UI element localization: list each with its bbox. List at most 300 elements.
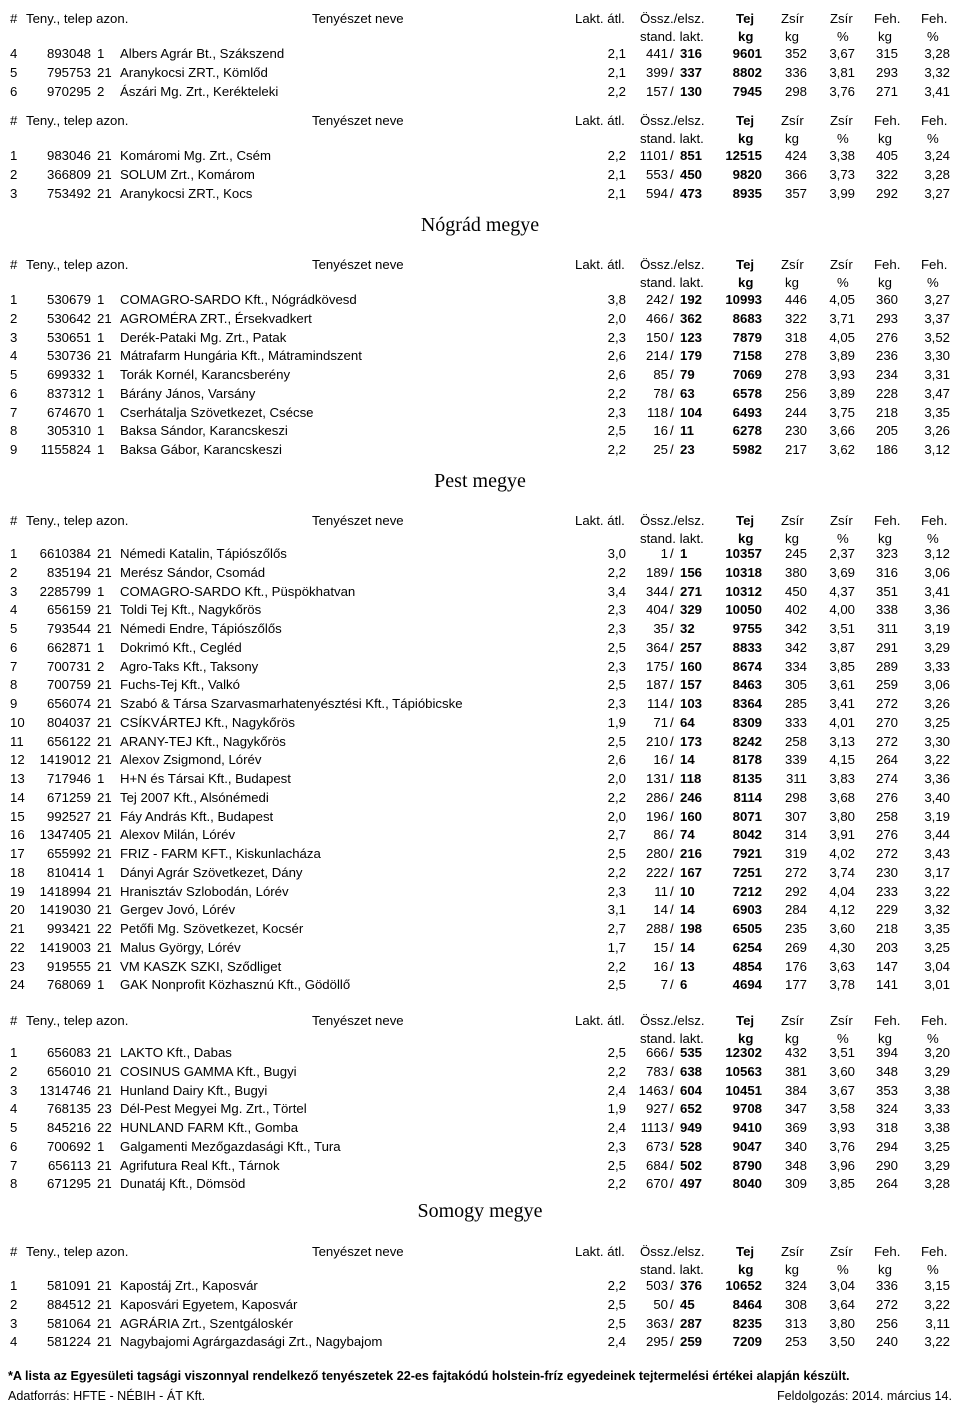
cell-total-lactation: 7 [660, 977, 668, 993]
cell-farm-name: Némedi Endre, Tápiószőlős [120, 621, 282, 636]
cell-breed-code: 1 [97, 1138, 105, 1154]
cell-total-lactation: 11 [654, 883, 668, 899]
cell-total-lactation: 16 [653, 423, 668, 439]
table-row [0, 328, 960, 347]
cell-slash-separator: / [670, 148, 674, 163]
cell-fat-pct: 4,05 [829, 292, 855, 307]
cell-slash-separator: / [670, 883, 674, 899]
cell-farm-name: AGROMÉRA ZRT., Érsekvadkert [120, 310, 312, 326]
cell-avg-lactation: 2,1 [607, 46, 626, 61]
cell-fat-pct: 3,99 [829, 185, 855, 201]
header-protein-pct-unit: % [927, 1031, 939, 1046]
table-header [0, 1006, 960, 1046]
cell-protein-pct: 3,37 [924, 310, 950, 326]
cell-fat-pct: 3,64 [829, 1296, 855, 1312]
cell-protein-kg: 141 [875, 977, 898, 993]
cell-milk-kg: 6493 [732, 404, 762, 420]
cell-standard-lactation: 13 [680, 958, 695, 974]
cell-slash-separator: / [670, 583, 674, 599]
cell-herd-id: 837312 [46, 385, 91, 401]
cell-avg-lactation: 1,7 [607, 939, 626, 955]
header-farm-name: Tenyészet neve [312, 513, 404, 528]
cell-avg-lactation: 2,2 [607, 385, 626, 401]
cell-avg-lactation: 2,6 [607, 348, 626, 364]
cell-rank: 3 [10, 185, 18, 201]
header-fat-kg: Zsír [781, 11, 804, 26]
cell-herd-id: 753492 [46, 185, 91, 201]
cell-protein-pct: 3,28 [924, 46, 950, 61]
cell-avg-lactation: 2,3 [607, 883, 626, 899]
header-total-standard: Össz./elsz. [640, 513, 705, 528]
cell-standard-lactation: 173 [680, 733, 703, 749]
cell-fat-pct: 4,30 [829, 939, 855, 955]
cell-protein-kg: 259 [875, 677, 898, 693]
cell-protein-kg: 264 [875, 752, 898, 768]
cell-total-lactation: 280 [645, 846, 668, 861]
cell-breed-code: 21 [97, 148, 112, 163]
cell-total-lactation: 1101 [639, 148, 668, 163]
cell-fat-kg: 432 [784, 1045, 807, 1060]
cell-standard-lactation: 329 [680, 602, 703, 618]
cell-milk-kg: 6505 [732, 921, 762, 936]
cell-milk-kg: 7921 [732, 846, 762, 861]
header-herd-id: Teny., telep azon. [26, 513, 129, 528]
cell-fat-pct: 3,93 [829, 367, 855, 382]
cell-herd-id: 700759 [46, 677, 91, 693]
cell-breed-code: 2 [97, 658, 105, 674]
table-row [0, 563, 960, 582]
cell-avg-lactation: 2,3 [607, 658, 626, 674]
cell-breed-code: 1 [97, 977, 105, 993]
cell-breed-code: 21 [97, 696, 112, 711]
cell-rank: 6 [10, 385, 18, 401]
cell-protein-kg: 256 [875, 1315, 898, 1331]
cell-rank: 1 [10, 1278, 18, 1293]
cell-breed-code: 21 [97, 939, 112, 955]
cell-fat-pct: 3,91 [829, 827, 855, 843]
cell-milk-kg: 8042 [732, 827, 762, 843]
cell-total-lactation: 684 [645, 1157, 668, 1173]
cell-farm-name: Tej 2007 Kft., Alsónémedi [120, 789, 269, 805]
cell-farm-name: Némedi Katalin, Tápiószőlős [120, 546, 287, 561]
cell-milk-kg: 10312 [725, 583, 762, 599]
cell-fat-pct: 3,62 [829, 442, 855, 457]
cell-rank: 4 [10, 1101, 18, 1117]
data-source: Adatforrás: HFTE - NÉBIH - ÁT Kft. [8, 1389, 206, 1403]
cell-protein-pct: 3,33 [924, 658, 950, 674]
cell-breed-code: 22 [97, 921, 112, 936]
cell-protein-kg: 218 [875, 921, 898, 936]
header-fat-pct: Zsír [830, 113, 853, 128]
header-fat-pct-unit: % [837, 1031, 849, 1046]
cell-herd-id: 1419012 [39, 752, 91, 768]
cell-avg-lactation: 2,5 [607, 846, 626, 861]
cell-standard-lactation: 156 [680, 564, 703, 580]
cell-slash-separator: / [670, 329, 674, 345]
cell-milk-kg: 8235 [732, 1315, 762, 1331]
cell-avg-lactation: 2,2 [607, 958, 626, 974]
cell-total-lactation: 363 [645, 1315, 668, 1331]
cell-slash-separator: / [670, 921, 674, 936]
table-row [0, 900, 960, 919]
cell-protein-pct: 3,43 [924, 846, 950, 861]
cell-rank: 7 [10, 658, 18, 674]
cell-standard-lactation: 497 [680, 1176, 703, 1192]
cell-standard-lactation: 502 [680, 1157, 703, 1173]
cell-milk-kg: 8135 [732, 771, 762, 786]
cell-protein-kg: 276 [875, 827, 898, 843]
cell-standard-lactation: 14 [680, 902, 695, 918]
table-row [0, 938, 960, 957]
cell-slash-separator: / [670, 902, 674, 918]
cell-breed-code: 21 [97, 1082, 112, 1098]
cell-farm-name: Kaposvári Egyetem, Kaposvár [120, 1296, 298, 1312]
cell-rank: 6 [10, 639, 18, 655]
cell-standard-lactation: 376 [680, 1278, 703, 1293]
cell-herd-id: 530679 [46, 292, 91, 307]
header-fat-pct-unit: % [837, 275, 849, 290]
header-hash: # [10, 1244, 18, 1259]
cell-fat-kg: 319 [784, 846, 807, 861]
header-herd-id: Teny., telep azon. [26, 113, 129, 128]
cell-total-lactation: 222 [645, 864, 668, 880]
header-protein-kg-unit: kg [878, 531, 892, 546]
table-row [0, 440, 960, 459]
cell-breed-code: 23 [97, 1101, 112, 1117]
cell-herd-id: 530736 [46, 348, 91, 364]
cell-milk-kg: 10050 [725, 602, 762, 618]
cell-standard-lactation: 14 [680, 752, 695, 768]
cell-farm-name: Derék-Pataki Mg. Zrt., Patak [120, 329, 287, 345]
cell-total-lactation: 666 [645, 1045, 668, 1060]
cell-slash-separator: / [670, 1138, 674, 1154]
cell-milk-kg: 4694 [732, 977, 762, 993]
cell-avg-lactation: 3,8 [607, 292, 626, 307]
county-title: Somogy megye [417, 1200, 543, 1222]
cell-breed-code: 21 [97, 348, 112, 364]
table-row [0, 1081, 960, 1100]
cell-breed-code: 21 [97, 1063, 112, 1079]
table-header [0, 4, 960, 44]
cell-fat-pct: 3,69 [829, 564, 855, 580]
cell-herd-id: 656010 [46, 1063, 91, 1079]
cell-protein-kg: 274 [875, 771, 898, 786]
cell-breed-code: 21 [97, 827, 112, 843]
cell-farm-name: COMAGRO-SARDO Kft., Püspökhatvan [120, 583, 356, 599]
cell-breed-code: 21 [97, 1176, 112, 1192]
cell-total-lactation: 187 [645, 677, 668, 693]
cell-breed-code: 21 [97, 310, 112, 326]
cell-avg-lactation: 2,2 [607, 1278, 626, 1293]
cell-rank: 2 [10, 1063, 18, 1079]
table-row [0, 882, 960, 901]
table-row [0, 713, 960, 732]
cell-rank: 5 [10, 1120, 18, 1135]
cell-protein-kg: 203 [875, 939, 898, 955]
cell-slash-separator: / [670, 1334, 674, 1350]
header-protein-pct: Feh. [921, 113, 948, 128]
cell-fat-kg: 446 [784, 292, 807, 307]
cell-fat-kg: 402 [784, 602, 807, 618]
cell-breed-code: 21 [97, 546, 112, 561]
header-protein-pct-unit: % [927, 29, 939, 44]
header-fat-kg-unit: kg [785, 531, 799, 546]
cell-fat-kg: 366 [784, 166, 807, 182]
header-total-standard: Össz./elsz. [640, 1244, 705, 1259]
cell-slash-separator: / [670, 1063, 674, 1079]
cell-total-lactation: 399 [645, 64, 668, 80]
cell-fat-pct: 3,87 [829, 639, 855, 655]
cell-total-lactation: 214 [645, 348, 668, 364]
cell-fat-pct: 3,76 [829, 1138, 855, 1154]
cell-avg-lactation: 2,7 [607, 921, 626, 936]
cell-fat-pct: 3,75 [829, 404, 855, 420]
cell-fat-pct: 3,71 [829, 310, 855, 326]
cell-protein-pct: 3,27 [924, 292, 950, 307]
cell-slash-separator: / [670, 602, 674, 618]
cell-protein-kg: 394 [875, 1045, 898, 1060]
header-protein-kg-unit: kg [878, 29, 892, 44]
table-row [0, 825, 960, 844]
cell-slash-separator: / [670, 292, 674, 307]
cell-fat-kg: 347 [784, 1101, 807, 1117]
cell-fat-pct: 4,00 [829, 602, 855, 618]
cell-breed-code: 21 [97, 1296, 112, 1312]
cell-milk-kg: 12302 [725, 1045, 762, 1060]
cell-avg-lactation: 2,1 [607, 166, 626, 182]
cell-avg-lactation: 1,9 [607, 1101, 626, 1117]
cell-rank: 6 [10, 1138, 18, 1154]
cell-fat-kg: 324 [784, 1278, 807, 1293]
cell-rank: 11 [10, 733, 24, 749]
header-protein-pct-unit: % [927, 1262, 939, 1277]
cell-standard-lactation: 192 [680, 292, 703, 307]
cell-farm-name: Malus György, Lórév [120, 939, 241, 955]
cell-fat-kg: 269 [784, 939, 807, 955]
cell-milk-kg: 9820 [732, 166, 762, 182]
cell-total-lactation: 25 [653, 442, 668, 457]
cell-fat-pct: 3,51 [829, 621, 855, 636]
cell-fat-kg: 339 [784, 752, 807, 768]
table-row [0, 769, 960, 788]
cell-rank: 18 [10, 864, 25, 880]
cell-avg-lactation: 2,5 [607, 1157, 626, 1173]
cell-avg-lactation: 3,1 [607, 902, 626, 918]
cell-standard-lactation: 535 [680, 1045, 703, 1060]
cell-protein-kg: 147 [875, 958, 898, 974]
cell-avg-lactation: 2,5 [607, 977, 626, 993]
cell-fat-kg: 424 [784, 148, 807, 163]
cell-fat-kg: 450 [784, 583, 807, 599]
header-protein-pct: Feh. [921, 257, 948, 272]
cell-total-lactation: 1 [660, 546, 668, 561]
cell-protein-kg: 272 [875, 1296, 898, 1312]
cell-avg-lactation: 2,2 [607, 564, 626, 580]
cell-fat-kg: 244 [784, 404, 807, 420]
table-row [0, 1137, 960, 1156]
table-row [0, 694, 960, 713]
header-fat-kg-unit: kg [785, 29, 799, 44]
header-protein-pct-unit: % [927, 531, 939, 546]
cell-protein-kg: 270 [875, 714, 898, 730]
cell-rank: 17 [10, 846, 25, 861]
cell-fat-pct: 3,85 [829, 658, 855, 674]
cell-fat-kg: 309 [784, 1176, 807, 1192]
cell-farm-name: AGRÁRIA Zrt., Szentgáloskér [120, 1315, 293, 1331]
cell-standard-lactation: 179 [680, 348, 703, 364]
table-row [0, 957, 960, 976]
cell-fat-pct: 3,80 [829, 808, 855, 824]
cell-protein-kg: 360 [875, 292, 898, 307]
table-row [0, 184, 960, 203]
cell-rank: 1 [10, 148, 18, 163]
table-header [0, 106, 960, 146]
cell-avg-lactation: 2,2 [607, 1063, 626, 1079]
cell-protein-kg: 291 [875, 639, 898, 655]
cell-total-lactation: 189 [645, 564, 668, 580]
cell-protein-pct: 3,31 [924, 367, 950, 382]
cell-slash-separator: / [670, 1176, 674, 1192]
cell-herd-id: 717946 [46, 771, 91, 786]
header-hash: # [10, 113, 18, 128]
cell-avg-lactation: 2,4 [607, 1120, 626, 1135]
cell-rank: 7 [10, 1157, 18, 1173]
cell-slash-separator: / [670, 1315, 674, 1331]
header-milk-unit: kg [738, 531, 754, 546]
cell-total-lactation: 441 [645, 46, 668, 61]
cell-avg-lactation: 2,3 [607, 404, 626, 420]
cell-farm-name: Dunatáj Kft., Dömsöd [120, 1176, 246, 1192]
cell-herd-id: 530651 [46, 329, 91, 345]
cell-herd-id: 970295 [46, 83, 91, 99]
header-total-standard-sub: stand. lakt. [640, 29, 704, 44]
cell-fat-pct: 3,76 [829, 83, 855, 99]
cell-milk-kg: 9410 [732, 1120, 762, 1135]
cell-milk-kg: 8833 [732, 639, 762, 655]
cell-rank: 2 [10, 166, 18, 182]
cell-total-lactation: 210 [645, 733, 668, 749]
cell-herd-id: 366809 [46, 166, 91, 182]
cell-herd-id: 671295 [46, 1176, 91, 1192]
cell-herd-id: 671259 [46, 789, 91, 805]
cell-protein-kg: 264 [875, 1176, 898, 1192]
cell-protein-pct: 3,35 [924, 404, 950, 420]
cell-milk-kg: 8463 [732, 677, 762, 693]
cell-breed-code: 21 [97, 602, 112, 618]
cell-herd-id: 992527 [46, 808, 91, 824]
cell-farm-name: Torák Kornél, Karancsberény [120, 367, 291, 382]
cell-standard-lactation: 473 [680, 185, 703, 201]
cell-slash-separator: / [670, 423, 674, 439]
cell-fat-pct: 3,58 [829, 1101, 855, 1117]
cell-slash-separator: / [670, 1278, 674, 1293]
cell-rank: 10 [10, 714, 25, 730]
cell-rank: 21 [10, 921, 25, 936]
cell-fat-kg: 256 [784, 385, 807, 401]
cell-herd-id: 768135 [46, 1101, 91, 1117]
cell-breed-code: 21 [97, 564, 112, 580]
cell-milk-kg: 8674 [732, 658, 762, 674]
cell-protein-pct: 3,29 [924, 639, 950, 655]
cell-fat-pct: 3,78 [829, 977, 855, 993]
cell-protein-pct: 3,32 [924, 902, 950, 918]
cell-protein-kg: 292 [875, 185, 898, 201]
cell-fat-pct: 3,67 [829, 46, 855, 61]
cell-farm-name: Aranykocsi ZRT., Kömlőd [120, 64, 268, 80]
county-title: Nógrád megye [420, 214, 540, 236]
cell-protein-kg: 272 [875, 846, 898, 861]
cell-standard-lactation: 337 [680, 64, 703, 80]
cell-milk-kg: 4854 [732, 958, 762, 974]
cell-protein-pct: 3,25 [924, 939, 950, 955]
header-fat-pct: Zsír [830, 257, 853, 272]
table-row [0, 675, 960, 694]
cell-breed-code: 21 [97, 1315, 112, 1331]
cell-farm-name: SOLUM Zrt., Komárom [120, 166, 255, 182]
header-protein-kg: Feh. [874, 11, 901, 26]
cell-standard-lactation: 198 [680, 921, 703, 936]
cell-farm-name: Kapostáj Zrt., Kaposvár [120, 1278, 258, 1293]
cell-standard-lactation: 652 [680, 1101, 703, 1117]
table-row [0, 1276, 960, 1295]
cell-herd-id: 700731 [46, 658, 91, 674]
cell-protein-pct: 3,32 [924, 64, 950, 80]
cell-protein-pct: 3,35 [924, 921, 950, 936]
cell-herd-id: 656074 [46, 696, 91, 711]
cell-total-lactation: 242 [645, 292, 668, 307]
cell-herd-id: 699332 [46, 367, 91, 382]
cell-herd-id: 656159 [46, 602, 91, 618]
cell-fat-kg: 342 [784, 621, 807, 636]
header-protein-pct: Feh. [921, 11, 948, 26]
cell-herd-id: 656122 [46, 733, 91, 749]
header-total-standard: Össz./elsz. [640, 1013, 705, 1028]
cell-fat-pct: 3,04 [829, 1278, 855, 1293]
cell-avg-lactation: 2,2 [607, 789, 626, 805]
cell-milk-kg: 6278 [732, 423, 762, 439]
cell-total-lactation: 404 [645, 602, 668, 618]
cell-total-lactation: 344 [645, 583, 668, 599]
cell-slash-separator: / [670, 846, 674, 861]
header-fat-kg: Zsír [781, 1244, 804, 1259]
cell-farm-name: LAKTO Kft., Dabas [120, 1045, 232, 1060]
cell-total-lactation: 35 [653, 621, 668, 636]
cell-farm-name: Merész Sándor, Csomád [120, 564, 266, 580]
cell-standard-lactation: 528 [680, 1138, 703, 1154]
header-milk-unit: kg [738, 131, 754, 146]
cell-avg-lactation: 2,2 [607, 864, 626, 880]
cell-farm-name: Agrifutura Real Kft., Tárnok [120, 1157, 280, 1173]
cell-fat-kg: 278 [784, 348, 807, 364]
cell-breed-code: 1 [97, 583, 105, 599]
header-total-standard: Össz./elsz. [640, 11, 705, 26]
cell-rank: 22 [10, 939, 25, 955]
header-fat-kg-unit: kg [785, 1031, 799, 1046]
cell-fat-kg: 308 [784, 1296, 807, 1312]
cell-farm-name: Hunland Dairy Kft., Bugyi [120, 1082, 268, 1098]
cell-standard-lactation: 118 [680, 771, 702, 786]
cell-breed-code: 1 [97, 442, 105, 457]
cell-avg-lactation: 2,4 [607, 1082, 626, 1098]
cell-rank: 3 [10, 329, 18, 345]
cell-fat-kg: 334 [784, 658, 807, 674]
cell-total-lactation: 364 [645, 639, 668, 655]
cell-slash-separator: / [670, 696, 674, 711]
cell-breed-code: 1 [97, 292, 105, 307]
header-protein-pct-unit: % [927, 131, 939, 146]
cell-herd-id: 993421 [46, 921, 91, 936]
cell-milk-kg: 10451 [725, 1082, 762, 1098]
